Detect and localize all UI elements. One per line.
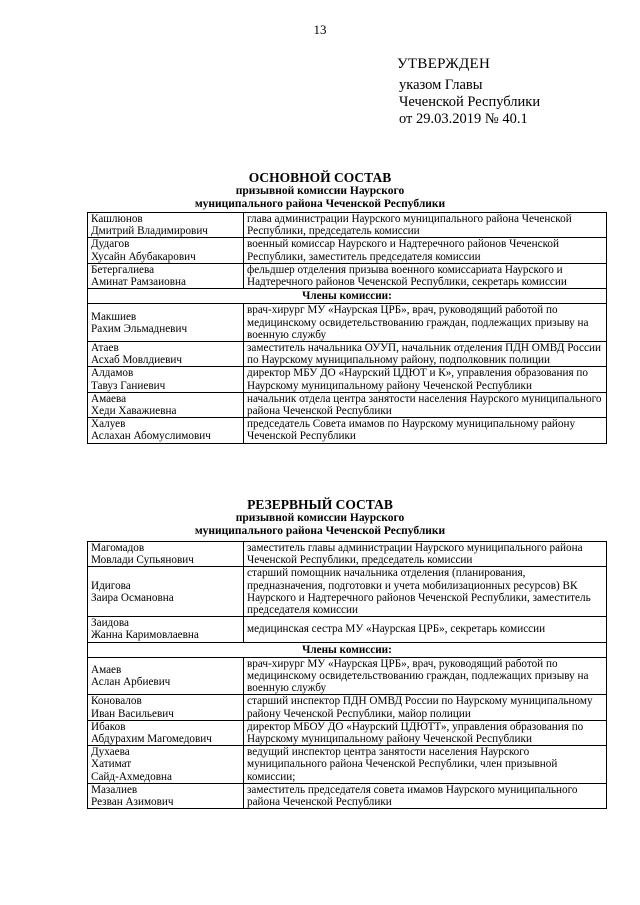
member-given-name: Рахим Эльмадневич <box>91 322 188 335</box>
member-surname: Макшиев <box>91 310 137 323</box>
table-row <box>88 418 607 443</box>
table-row <box>88 213 607 238</box>
table-row <box>88 342 607 367</box>
members-heading: Члены комиссии: <box>88 642 607 657</box>
member-role: заместитель председателя совета имамов Наурского муниципального района Чеченской Республики <box>244 783 607 808</box>
main-composition-subtitle-1: призывной комиссии Наурского <box>235 185 405 197</box>
member-given-name: Иван Васильевич <box>91 707 174 720</box>
member-given-name: Аслан Арбиевич <box>91 676 171 689</box>
reserve-composition-title: РЕЗЕРВНЫЙ СОСТАВ <box>247 497 393 512</box>
table-row <box>88 617 607 642</box>
member-given-name: Мовлади Супьянович <box>91 554 194 567</box>
member-name <box>88 617 244 642</box>
member-role: глава администрации Наурского муниципального района Чеченской Республики, председатель комиссии <box>244 213 607 238</box>
reserve-composition-subtitle-2: муниципального района Чеченской Республики <box>194 525 446 537</box>
member-role: заместитель начальника ОУУП, начальник отделения ПДН ОМВД России по Наурскому муниципальному району, подполковник полиции <box>244 342 607 367</box>
member-given-name: Аминат Рамзаиовна <box>91 276 186 289</box>
members-heading-row <box>88 289 607 304</box>
member-name <box>88 418 244 443</box>
main-composition-subtitle-2: муниципального района Чеченской Республики <box>194 198 446 210</box>
member-patronymic: Сайд-Ахмедовна <box>91 770 172 783</box>
reserve-composition-subtitle-1: призывной комиссии Наурского <box>235 512 405 524</box>
table-row <box>88 238 607 263</box>
main-composition-table <box>87 212 607 444</box>
member-role: медицинская сестра МУ «Наурская ЦРБ», секретарь комиссии <box>244 617 607 642</box>
member-role: военный комиссар Наурского и Надтеречного районов Чеченской Республики, заместитель председателя комиссии <box>244 238 607 263</box>
member-given-name: Тавуз Ганиевич <box>91 379 166 392</box>
member-given-name: Дмитрий Владимирович <box>91 225 208 238</box>
member-name <box>88 720 244 745</box>
member-surname: Бетергалиева <box>91 263 155 276</box>
member-role: начальник отдела центра занятости населения Наурского муниципального района Чеченской Республики <box>244 392 607 417</box>
member-role: врач-хирург МУ «Наурская ЦРБ», врач, руководящий работой по медицинскому освидетельствованию граждан, подлежащих призыву на военную службу <box>244 304 607 342</box>
member-surname: Заидова <box>91 617 129 630</box>
main-composition-title-block <box>0 171 640 211</box>
approval-block <box>397 56 540 128</box>
member-name <box>88 695 244 720</box>
member-given-name: Аслахан Абомуслимович <box>91 430 211 443</box>
table-row <box>88 695 607 720</box>
table-row <box>88 304 607 342</box>
member-given-name: Хусайн Абубакарович <box>91 250 196 263</box>
member-role: врач-хирург МУ «Наурская ЦРБ», врач, руководящий работой по медицинскому освидетельствованию граждан, подлежащих призыву на военную службу <box>244 657 607 695</box>
member-role: фельдшер отделения призыва военного комиссариата Наурского и Надтеречного районов Чеченской Республики, секретарь комиссии <box>244 263 607 288</box>
member-given-name: Заира Османовна <box>91 591 174 604</box>
table-row <box>88 567 607 617</box>
table-row <box>88 367 607 392</box>
member-name <box>88 213 244 238</box>
member-role: ведущий инспектор центра занятости населения Наурского муниципального района Чеченской Республики, член призывной комиссии; <box>244 746 607 784</box>
member-name <box>88 567 244 617</box>
member-given-name: Асхаб Мовлдиевич <box>91 354 183 367</box>
member-name <box>88 783 244 808</box>
reserve-composition-table <box>87 541 607 809</box>
member-role: старший помощник начальника отделения (планирования, предназначения, подготовки и учета мобилизационных ресурсов) ВК Наурского и Надтеречного районов Чеченской Республики, заместитель председателя комиссии <box>244 567 607 617</box>
member-surname: Духаева <box>91 746 130 759</box>
member-surname: Халуев <box>91 418 126 431</box>
table-row <box>88 783 607 808</box>
member-surname: Магомадов <box>91 542 145 554</box>
member-name <box>88 542 244 567</box>
table-row <box>88 542 607 567</box>
member-given-name: Абдурахим Магомедович <box>91 733 212 746</box>
member-surname: Алдамов <box>91 367 134 380</box>
table-row <box>88 263 607 288</box>
member-role: председатель Совета имамов по Наурскому муниципальному району Чеченской Республики <box>244 418 607 443</box>
member-name <box>88 342 244 367</box>
member-role: директор МБУ ДО «Наурский ЦДЮТ и К», управления образования по Наурскому муниципальному району Чеченской Республики <box>244 367 607 392</box>
approval-line-2: Чеченской Республики <box>399 94 541 110</box>
member-name <box>88 238 244 263</box>
member-given-name: Жанна Каримовлаевна <box>91 629 199 642</box>
members-heading-row <box>88 642 607 657</box>
page-number: 13 <box>313 22 327 37</box>
member-surname: Атаев <box>91 342 119 355</box>
member-name <box>88 657 244 695</box>
member-name <box>88 746 244 784</box>
member-surname: Амаева <box>91 392 127 405</box>
member-surname: Идигова <box>91 579 131 592</box>
members-heading: Члены комиссии: <box>88 289 607 304</box>
table-row <box>88 392 607 417</box>
member-given-name: Резван Азимович <box>91 796 174 809</box>
member-name <box>88 367 244 392</box>
member-surname: Мазалиев <box>91 783 138 796</box>
member-name <box>88 392 244 417</box>
member-role: старший инспектор ПДН ОМВД России по Наурскому муниципальному району Чеченской Республики, майор полиции <box>244 695 607 720</box>
member-role: заместитель главы администрации Наурского муниципального района Чеченской Республики, председатель комиссии <box>244 542 607 567</box>
approval-line-3: от 29.03.2019 № 40.1 <box>399 111 528 127</box>
member-surname: Коновалов <box>91 695 142 708</box>
approval-line-1: указом Главы <box>399 77 483 93</box>
reserve-composition-title-block <box>0 498 640 538</box>
table-row <box>88 746 607 784</box>
approval-heading: УТВЕРЖДЕН <box>397 56 491 72</box>
member-surname: Ибаков <box>91 720 126 733</box>
table-row <box>88 720 607 745</box>
member-surname: Кашлюнов <box>91 213 143 225</box>
member-name <box>88 304 244 342</box>
member-name <box>88 263 244 288</box>
table-row <box>88 657 607 695</box>
main-composition-title: ОСНОВНОЙ СОСТАВ <box>248 170 392 185</box>
member-given-name: Хатимат <box>91 758 132 771</box>
member-surname: Дудагов <box>91 238 130 251</box>
member-given-name: Хеди Хаважиевна <box>91 405 177 418</box>
member-role: директор МБОУ ДО «Наурский ЦДЮТТ», управления образования по Наурскому муниципальному району Чеченской Республики <box>244 720 607 745</box>
member-surname: Амаев <box>91 663 122 676</box>
